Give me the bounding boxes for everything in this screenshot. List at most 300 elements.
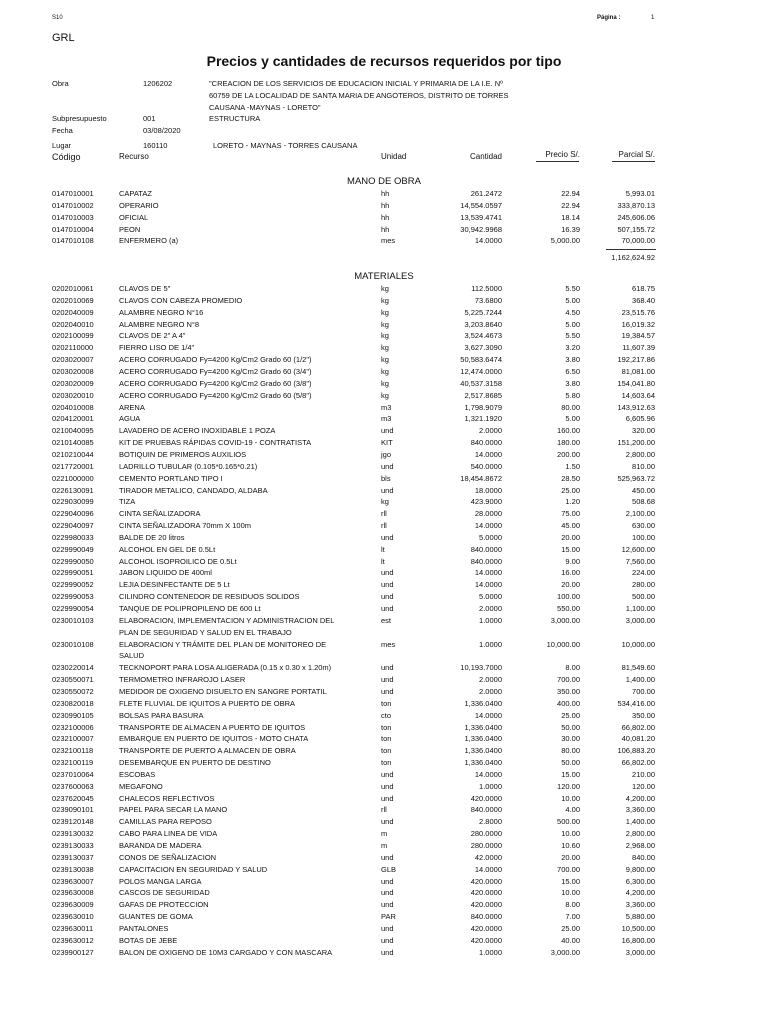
resource-quantity: 1,321.1920 [464,414,502,424]
resource-unit: und [381,675,394,685]
resource-quantity: 73.6800 [474,295,502,305]
resource-quantity: 2.8000 [479,817,502,827]
resource-partial: 224.00 [632,568,655,578]
resource-quantity: 13,539.4741 [460,212,502,222]
resource-code: 0229990052 [52,580,94,590]
table-row [0,828,768,840]
obra-code: 1206202 [143,79,173,88]
resource-price: 25.00 [561,923,580,933]
resource-code: 0229030099 [52,497,94,507]
resource-partial: 10,000.00 [621,639,655,649]
resource-code: 0203020008 [52,367,94,376]
resource-description: FLETE FLUVIAL DE IQUITOS A PUERTO DE OBRA [119,698,296,708]
resource-partial: 840.00 [632,852,655,862]
resource-code: 0203020007 [52,355,94,365]
resource-quantity: 14.0000 [474,449,502,459]
resource-unit: hh [381,200,390,210]
resource-partial: 1,400.00 [625,817,655,827]
resource-unit: hh [381,212,390,222]
resource-partial: 3,360.00 [625,900,655,910]
resource-partial: 4,200.00 [625,793,655,803]
resource-price: 50.00 [561,758,580,767]
resource-description: TECKNOPORT PARA LOSA ALIGERADA (0.15 x 0.30 x 1.20m) [119,663,332,673]
resource-price: 18.14 [561,212,580,222]
resource-price: 25.00 [561,710,580,720]
resource-price: 1.50 [565,461,580,471]
resource-price: 700.00 [557,675,580,685]
table-row [0,366,768,378]
resource-unit: m3 [381,414,392,424]
resource-price: 50.00 [561,722,580,732]
resource-unit: und [381,663,394,673]
resource-partial: 3,360.00 [625,805,655,815]
resource-code: 0232100119 [52,758,94,767]
resource-price: 15.00 [561,769,580,779]
resource-price: 5.00 [565,319,580,329]
resource-description: ALCOHOL ISOPROILICO DE 0.5Lt [119,556,237,566]
resource-partial: 10,500.00 [621,923,655,933]
resource-partial: 4,200.00 [625,888,655,898]
resource-quantity: 40,537.3158 [460,378,502,388]
table-row [0,591,768,603]
lugar-code: 160110 [143,141,168,150]
resource-unit: kg [381,497,389,507]
resource-quantity: 1,798.9079 [464,402,502,412]
resource-price: 25.00 [561,485,580,495]
resource-partial: 12,600.00 [621,544,655,554]
table-row [0,283,768,295]
resource-description: AGUA [119,414,141,424]
resource-price: 5.50 [565,284,580,293]
resource-description: ENFERMERO (a) [119,236,179,246]
resource-description: CONOS DE SEÑALIZACION [119,852,217,862]
resource-quantity: 12,474.0000 [460,367,502,376]
resource-quantity: 14.0000 [474,521,502,530]
resource-code: 0229990050 [52,556,94,566]
resource-partial: 2,968.00 [625,841,655,850]
resource-code: 0147010002 [52,200,94,210]
resource-code: 0239630011 [52,923,94,933]
resource-quantity: 14.0000 [474,769,502,779]
resource-description: CINTA SEÑALIZADORA 70mm X 100m [119,521,251,530]
resource-quantity: 28.0000 [474,509,502,519]
resource-unit: KIT [381,438,393,448]
resource-partial: 333,870.13 [617,200,655,210]
section-total: 1,162,624.92 [611,253,655,263]
resource-description: PEON [119,224,141,234]
resource-description: BOTIQUIN DE PRIMEROS AUXILIOS [119,449,247,459]
resource-unit: rll [381,509,387,519]
resource-description: PAPEL PARA SECAR LA MANO [119,805,228,815]
resource-description: CINTA SEÑALIZADORA [119,509,201,519]
resource-price: 20.00 [561,852,580,862]
section-title: MATERIALES [354,271,414,282]
table-row [0,864,768,876]
resource-price: 400.00 [557,698,580,708]
resource-quantity: 423.9000 [470,497,502,507]
resource-description: LEJIA DESINFECTANTE DE 5 Lt [119,580,230,590]
resource-code: 0202040010 [52,319,94,329]
resource-price: 350.00 [557,686,580,696]
resource-quantity: 420.0000 [470,923,502,933]
table-row [0,402,768,414]
resource-quantity: 1.0000 [479,639,502,649]
resource-quantity: 280.0000 [470,829,502,839]
resource-code: 0239130032 [52,829,94,839]
resource-partial: 14,603.64 [621,390,655,400]
resource-partial: 618.75 [632,284,655,293]
resource-price: 10.60 [561,841,580,850]
table-row [0,947,768,959]
resource-quantity: 420.0000 [470,793,502,803]
resource-partial: 3,000.00 [625,615,655,625]
table-row [0,722,768,734]
report-code: S10 [52,15,63,21]
col-header-resource: Recurso [119,152,149,161]
resource-code: 0239630012 [52,935,94,945]
resource-unit: kg [381,390,389,400]
table-row [0,935,768,947]
resource-unit: m3 [381,402,392,412]
resource-quantity: 2.0000 [479,675,502,685]
resource-partial: 11,607.39 [622,343,655,353]
resource-price: 5,000.00 [550,236,580,246]
resource-price: 22.94 [561,189,580,198]
resource-code: 0229040096 [52,509,94,519]
resource-partial: 630.00 [632,521,655,530]
resource-description: FIERRO LISO DE 1/4" [119,343,195,353]
resource-unit: und [381,426,394,436]
resource-quantity: 261.2472 [470,189,502,198]
table-row [0,579,768,591]
resource-price: 9.00 [565,556,580,566]
resource-unit: kg [381,367,389,376]
resource-partial: 81,081.00 [621,367,655,376]
table-row [0,816,768,828]
resource-code: 0230820018 [52,698,94,708]
resource-description: BALDE DE 20 litros [119,532,185,542]
resource-quantity: 18.0000 [474,485,502,495]
lugar-label: Lugar [52,141,72,150]
resource-code: 0226130091 [52,485,94,495]
resource-price: 500.00 [557,817,580,827]
resource-quantity: 5,225.7244 [464,307,502,317]
resource-unit: mes [381,639,396,649]
resource-code: 0239630009 [52,900,94,910]
resource-description: PANTALONES [119,923,169,933]
resource-description: CABO PARA LINEA DE VIDA [119,829,218,839]
resource-description: ACERO CORRUGADO Fy=4200 Kg/Cm2 Grado 60 (1/2") [119,355,312,365]
resource-quantity: 840.0000 [470,805,502,815]
resource-description: DESEMBARQUE EN PUERTO DE DESTINO [119,758,271,767]
resource-code: 0202110000 [52,343,94,353]
resource-price: 7.00 [565,912,580,922]
resource-price: 75.00 [561,509,580,519]
resource-unit: ton [381,746,392,756]
resource-description: BOTAS DE JEBE [119,935,178,945]
resource-partial: 120.00 [632,781,655,791]
resource-quantity: 3,524.4673 [464,331,502,341]
resource-partial: 66,802.00 [621,758,655,767]
resource-description: ESCOBAS [119,769,156,779]
resource-unit: und [381,485,394,495]
resource-quantity: 2.0000 [479,604,502,613]
resource-price: 3,000.00 [550,947,580,957]
table-row [0,378,768,390]
resource-partial: 70,000.00 [621,236,655,246]
table-row [0,212,768,224]
resource-quantity: 1,336.0400 [464,722,502,732]
report-title: Precios y cantidades de recursos requeridos por tipo [206,53,562,69]
resource-partial: 5,880.00 [625,912,655,922]
resource-unit: lt [381,556,385,566]
table-row [0,437,768,449]
resource-code: 0239120148 [52,817,94,827]
resource-description: CAPACITACION EN SEGURIDAD Y SALUD [119,864,268,874]
resource-partial: 320.00 [632,426,655,436]
table-row [0,188,768,200]
resource-description: ACERO CORRUGADO Fy=4200 Kg/Cm2 Grado 60 (5/8") [119,390,312,400]
resource-quantity: 1,336.0400 [464,698,502,708]
resource-price: 120.00 [557,781,580,791]
resource-price: 4.50 [565,307,580,317]
section-title: MANO DE OBRA [347,176,421,187]
resource-partial: 245,606.06 [617,212,655,222]
resource-price: 700.00 [557,864,580,874]
resource-quantity: 14.0000 [474,580,502,590]
resource-quantity: 14.0000 [474,568,502,578]
resource-description: MEGAFONO [119,781,163,791]
table-row [0,710,768,722]
resource-quantity: 1,336.0400 [464,758,502,767]
resource-quantity: 1.0000 [479,781,502,791]
resource-code: 0239900127 [52,947,94,957]
table-row [0,235,768,247]
resource-unit: und [381,852,394,862]
resource-partial: 3,000.00 [625,947,655,957]
col-header-code: Código [52,152,81,162]
resource-price: 20.00 [561,532,580,542]
resource-unit: kg [381,343,389,353]
resource-unit: kg [381,284,389,293]
resource-unit: kg [381,295,389,305]
resource-price: 3,000.00 [550,615,580,625]
resource-code: 0229980033 [52,532,94,542]
table-row [0,840,768,852]
resource-quantity: 1.0000 [479,615,502,625]
table-row [0,473,768,485]
resource-partial: 525,963.72 [617,473,655,483]
obra-desc-line-3: CAUSANA -MAYNAS - LORETO" [209,103,321,112]
resource-unit: und [381,461,394,471]
table-row [0,757,768,769]
resource-unit: hh [381,189,390,198]
resource-description: TANQUE DE POLIPROPILENO DE 600 Lt [119,604,261,613]
resource-quantity: 1.0000 [479,947,502,957]
resource-quantity: 840.0000 [470,912,502,922]
resource-price: 1.20 [565,497,580,507]
resource-partial: 1,100.00 [625,604,655,613]
resource-price: 550.00 [557,604,580,613]
resource-quantity: 50,583.6474 [460,355,502,365]
resource-price: 20.00 [561,580,580,590]
col-header-qty: Cantidad [469,152,502,161]
resource-description: LADRILLO TUBULAR (0.105*0.165*0.21) [119,461,258,471]
resource-description: ALCOHOL EN GEL DE 0.5Lt [119,544,216,554]
table-row [0,496,768,508]
resource-partial: 23,515.76 [621,307,655,317]
table-row [0,200,768,212]
resource-quantity: 1,336.0400 [464,746,502,756]
resource-quantity: 112.5000 [471,284,502,293]
resource-description: POLOS MANGA LARGA [119,876,202,886]
table-row [0,295,768,307]
table-row [0,639,768,663]
fecha-label: Fecha [52,126,73,135]
resource-partial: 534,416.00 [617,698,655,708]
resource-code: 0230220014 [52,663,94,673]
resource-description: ELABORACION, IMPLEMENTACION Y ADMINISTRACION DEL [119,615,335,625]
resource-price: 10.00 [561,793,580,803]
resource-partial: 5,993.01 [625,189,655,198]
resource-quantity: 2.0000 [479,426,502,436]
resource-quantity: 420.0000 [470,935,502,945]
resource-code: 0203020009 [52,378,94,388]
resource-price: 3.20 [565,343,580,353]
resource-price: 45.00 [561,521,580,530]
table-row [0,354,768,366]
subpresupuesto-code: 001 [143,114,156,123]
resource-code: 0232100007 [52,734,94,744]
obra-label: Obra [52,79,69,88]
resource-price: 160.00 [557,426,580,436]
table-row [0,769,768,781]
table-row [0,461,768,473]
resource-quantity: 2.0000 [479,686,502,696]
resource-partial: 210.00 [632,769,655,779]
resource-code: 0232100006 [52,722,94,732]
resource-quantity: 42.0000 [474,852,502,862]
table-row [0,733,768,745]
resource-partial: 6,300.00 [625,876,655,886]
resource-description: PLAN DE SEGURIDAD Y SALUD EN EL TRABAJO [119,627,292,637]
resource-unit: PAR [381,912,396,922]
resource-unit: kg [381,319,389,329]
table-row [0,319,768,331]
resource-price: 28.50 [561,473,580,483]
resource-code: 0239630007 [52,876,94,886]
resource-description: CHALECOS REFLECTIVOS [119,793,215,803]
resource-unit: und [381,817,394,827]
resource-code: 0210040095 [52,426,94,436]
resource-description: KIT DE PRUEBAS RÁPIDAS COVID-19 - CONTRATISTA [119,438,312,448]
resource-description: TIZA [119,497,136,507]
resource-description: ELABORACION Y TRÁMITE DEL PLAN DE MONITOREO DE [119,639,327,649]
resource-unit: cto [381,710,392,720]
resource-quantity: 3,627.3090 [464,343,502,353]
resource-price: 8.00 [565,900,580,910]
resource-code: 0230550072 [52,686,94,696]
resource-description: GAFAS DE PROTECCION [119,900,209,910]
resource-price: 16.00 [561,568,580,578]
subpresupuesto-label: Subpresupuesto [52,114,107,123]
resource-code: 0229040097 [52,521,94,530]
table-row [0,745,768,757]
resource-code: 0202100099 [52,331,94,341]
resource-quantity: 280.0000 [470,841,502,850]
resource-partial: 143,912.63 [617,402,655,412]
resource-partial: 7,560.00 [625,556,655,566]
col-header-partial: Parcial S/. [618,150,655,159]
resource-partial: 16,800.00 [621,935,655,945]
resource-code: 0210140085 [52,438,94,448]
resource-description: CAPATAZ [119,189,152,198]
table-row [0,674,768,686]
resource-description: TIRADOR METALICO, CANDADO, ALDABA [119,485,268,495]
resource-price: 5.50 [565,331,580,341]
resource-unit: und [381,686,394,696]
resource-unit: und [381,935,394,945]
col-header-price: Precio S/. [545,150,580,159]
resource-description: BOLSAS PARA BASURA [119,710,204,720]
resource-code: 0237600063 [52,781,94,791]
resource-price: 5.00 [565,414,580,424]
resource-quantity: 840.0000 [470,556,502,566]
resource-unit: kg [381,307,389,317]
resource-price: 22.94 [561,200,580,210]
resource-code: 0239630008 [52,888,94,898]
resource-code: 0230010108 [52,639,94,649]
resource-price: 10,000.00 [546,639,580,649]
page-label: Página : [597,15,621,21]
resource-code: 0237620045 [52,793,94,803]
table-row [0,390,768,402]
resource-unit: und [381,769,394,779]
resource-quantity: 30,942.9968 [460,224,502,234]
resource-quantity: 540.0000 [470,461,502,471]
resource-quantity: 5.0000 [479,592,502,602]
lugar-desc: LORETO - MAYNAS - TORRES CAUSANA [213,141,358,150]
resource-partial: 66,802.00 [621,722,655,732]
resource-code: 0229990051 [52,568,94,578]
resource-code: 0232100118 [52,746,94,756]
resource-code: 0147010004 [52,224,94,234]
resource-description: CLAVOS DE 5" [119,284,171,293]
resource-unit: und [381,876,394,886]
resource-partial: 40,081.20 [621,734,655,744]
resource-price: 3.80 [565,378,580,388]
resource-price: 100.00 [557,592,580,602]
table-row [0,804,768,816]
resource-unit: und [381,568,394,578]
table-row [0,342,768,354]
resource-description: CEMENTO PORTLAND TIPO I [119,473,223,483]
resource-code: 0237010064 [52,769,94,779]
resource-partial: 450.00 [632,485,655,495]
resource-code: 0239130033 [52,841,94,850]
resource-partial: 368.40 [632,295,655,305]
resource-partial: 81,549.60 [621,663,655,673]
resource-code: 0147010108 [52,236,94,246]
page-number: 1 [651,15,655,21]
resource-unit: est [381,615,392,625]
resource-price: 6.50 [565,367,580,376]
resource-code: 0230010103 [52,615,94,625]
resource-description: GUANTES DE GOMA [119,912,193,922]
table-row [0,615,768,639]
resource-code: 0147010003 [52,212,94,222]
resource-unit: kg [381,331,389,341]
